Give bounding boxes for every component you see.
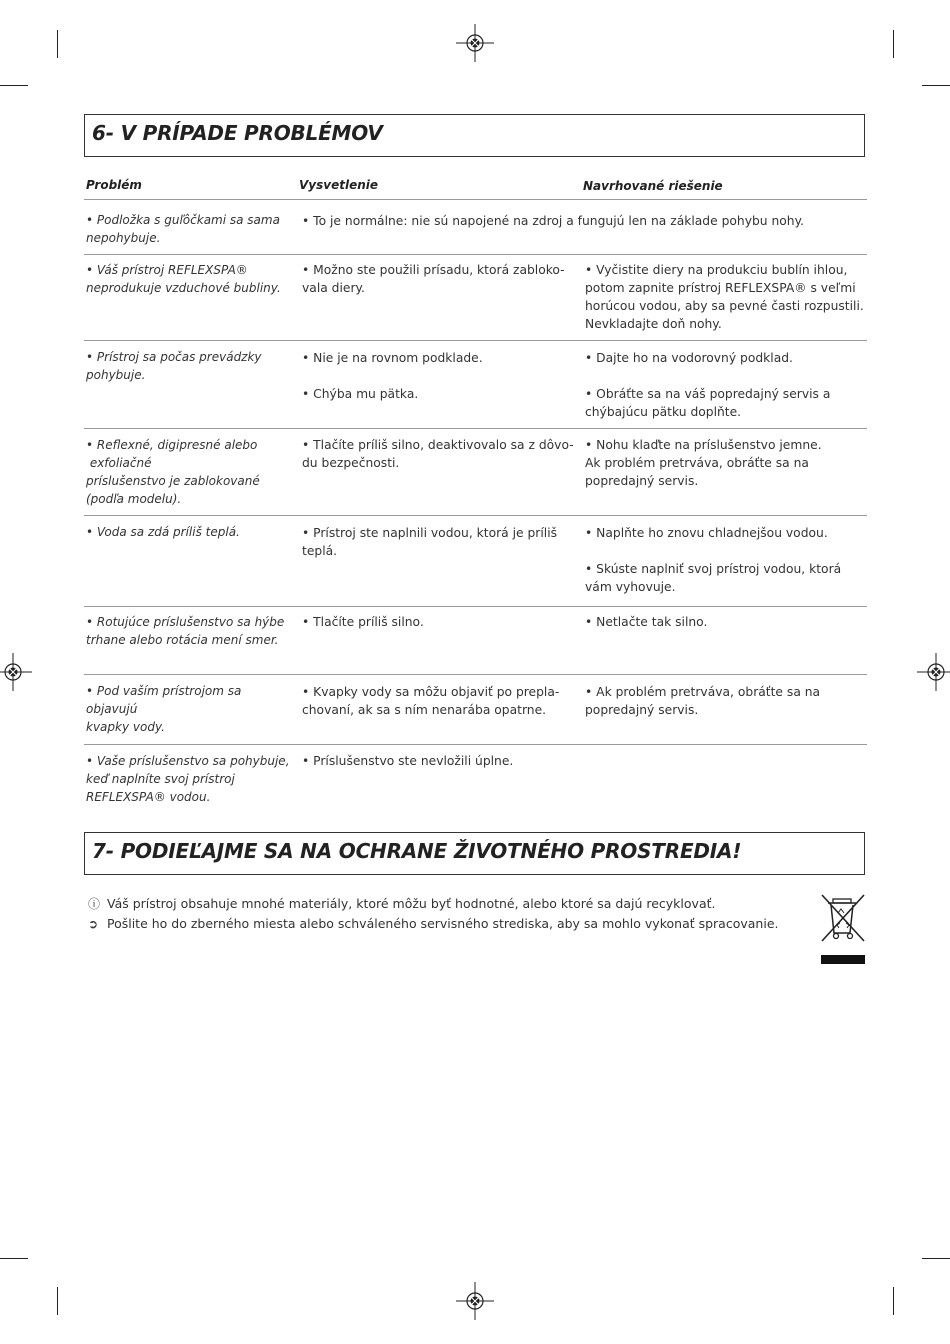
cell-line: du bezpečnosti. [302, 456, 400, 470]
table-cell-solution [585, 349, 867, 421]
environment-action-line [88, 916, 778, 931]
registration-mark-icon [917, 653, 950, 691]
cell-line: • Nohu klaďte na príslušenstvo jemne. [585, 438, 822, 452]
table-cell-solution [585, 683, 867, 719]
cell-line: • Dajte ho na vodorovný podklad. [585, 351, 793, 365]
registration-mark-icon [0, 653, 32, 691]
cell-line: • Naplňte ho znovu chladnejšou vodou. [585, 526, 828, 540]
cell-line: kvapky vody. [86, 720, 165, 734]
cell-line: keď naplníte svoj prístroj [86, 772, 235, 786]
crop-mark [893, 1287, 894, 1315]
arrow-icon: ➲ [88, 917, 99, 931]
section-6-header [84, 114, 865, 157]
cell-line: • Tlačíte príliš silno, deaktivovalo sa z dôvo- [302, 438, 574, 452]
column-header-solution: Navrhované riešenie [583, 179, 723, 193]
crossed-out-wheelie-bin-icon [820, 893, 866, 965]
cell-line: • Rotujúce príslušenstvo sa hýbe [86, 615, 285, 629]
cell-line: • Skúste naplniť svoj prístroj vodou, ktorá [585, 562, 842, 576]
cell-line: • Prístroj sa počas prevádzky [86, 350, 262, 364]
cell-line: • Chýba mu pätka. [302, 387, 419, 401]
cell-line: neprodukuje vzduchové bubliny. [86, 281, 281, 295]
table-row-rule [84, 606, 867, 607]
table-cell-explanation [302, 613, 577, 631]
cell-line: • Netlačte tak silno. [585, 615, 708, 629]
column-header-explanation: Vysvetlenie [299, 178, 378, 192]
table-header-rule [84, 199, 867, 200]
table-cell-problem [86, 211, 291, 247]
cell-line: potom zapnite prístroj REFLEXSPA® s veľmi [585, 281, 856, 295]
environment-info-text: Váš prístroj obsahuje mnohé materiály, ktoré môžu byť hodnotné, alebo ktoré sa dajú recyklovať. [106, 896, 716, 911]
cell-line: vám vyhovuje. [585, 580, 676, 594]
info-icon: ⓘ [88, 897, 101, 911]
cell-line: • Pod vaším prístrojom sa objavujú [86, 684, 242, 716]
section-7-title: 7- PODIEĽAJME SA NA OCHRANE ŽIVOTNÉHO PROSTREDIA! [92, 839, 742, 863]
cell-line: príslušenstvo je zablokované [86, 474, 260, 488]
crop-mark [0, 1258, 28, 1259]
table-row-rule [84, 674, 867, 675]
table-cell-problem [86, 436, 291, 508]
table-cell-explanation [302, 524, 577, 560]
environment-action-text: Pošlite ho do zberného miesta alebo schváleného servisného strediska, aby sa mohlo vykonať spracovanie. [106, 916, 779, 931]
cell-line: exfoliačné [86, 456, 152, 470]
table-cell-explanation [302, 261, 577, 297]
cell-line: pohybuje. [86, 368, 146, 382]
table-cell-problem [86, 752, 291, 806]
cell-line: popredajný servis. [585, 474, 699, 488]
cell-line: horúcou vodou, aby sa pevné časti rozpustili. [585, 299, 864, 313]
cell-line: • Vaše príslušenstvo sa pohybuje, [86, 754, 290, 768]
cell-line: • Reflexné, digipresné alebo [86, 438, 258, 452]
crop-mark [922, 1258, 950, 1259]
cell-line: (podľa modelu). [86, 492, 182, 506]
crop-mark [57, 1287, 58, 1315]
cell-line: trhane alebo rotácia mení smer. [86, 633, 279, 647]
cell-line: Nevkladajte doň nohy. [585, 317, 722, 331]
cell-line: • Možno ste použili prísadu, ktorá zabloko- [302, 263, 565, 277]
table-cell-problem [86, 682, 291, 736]
section-7-header [84, 832, 865, 875]
table-cell-problem [86, 523, 291, 541]
table-row-rule [84, 515, 867, 516]
table-cell-problem [86, 348, 291, 384]
cell-line: • Príslušenstvo ste nevložili úplne. [302, 754, 514, 768]
cell-line: teplá. [302, 544, 338, 558]
cell-line: • Ak problém pretrváva, obráťte sa na [585, 685, 821, 699]
registration-mark-icon [456, 24, 494, 62]
cell-line: • Prístroj ste naplnili vodou, ktorá je príliš [302, 526, 558, 540]
table-cell-explanation [302, 349, 577, 403]
crop-mark [893, 30, 894, 58]
cell-line: vala diery. [302, 281, 365, 295]
cell-line: • Tlačíte príliš silno. [302, 615, 424, 629]
registration-mark-icon [456, 1282, 494, 1320]
table-cell-problem [86, 261, 291, 297]
crop-mark [922, 85, 950, 86]
table-row-rule [84, 254, 867, 255]
cell-line: • Obráťte sa na váš popredajný servis a [585, 387, 831, 401]
section-6-title: 6- V PRÍPADE PROBLÉMOV [92, 121, 383, 145]
cell-line: • Voda sa zdá príliš teplá. [86, 525, 240, 539]
table-row-rule [84, 340, 867, 341]
table-row-rule [84, 744, 867, 745]
environment-info-line [88, 895, 715, 912]
crop-mark [57, 30, 58, 58]
cell-line: chovaní, ak sa s ním nenarába opatrne. [302, 703, 547, 717]
cell-line: • To je normálne: nie sú napojené na zdroj a fungujú len na základe pohybu nohy. [302, 214, 805, 228]
cell-line: Ak problém pretrváva, obráťte sa na [585, 456, 809, 470]
table-row-rule [84, 428, 867, 429]
crop-mark [0, 85, 28, 86]
cell-line: • Nie je na rovnom podklade. [302, 351, 483, 365]
table-cell-explanation [302, 752, 577, 770]
table-cell-explanation [302, 436, 577, 472]
table-cell-problem [86, 613, 291, 649]
cell-line: • Podložka s guľôčkami sa sama [86, 213, 280, 227]
cell-line: REFLEXSPA® vodou. [86, 790, 211, 804]
cell-line: • Vyčistite diery na produkciu bublín ihlou, [585, 263, 848, 277]
table-cell-explanation [302, 212, 862, 230]
table-cell-solution [585, 261, 867, 333]
cell-line: nepohybuje. [86, 231, 161, 245]
table-cell-explanation [302, 683, 577, 719]
cell-line: • Váš prístroj REFLEXSPA® [86, 263, 248, 277]
table-cell-solution [585, 524, 867, 596]
column-header-problem: Problém [86, 178, 142, 192]
table-cell-solution [585, 436, 867, 490]
cell-line: popredajný servis. [585, 703, 699, 717]
cell-line: • Kvapky vody sa môžu objaviť po prepla- [302, 685, 560, 699]
cell-line: chýbajúcu pätku doplňte. [585, 405, 742, 419]
table-cell-solution [585, 613, 867, 631]
